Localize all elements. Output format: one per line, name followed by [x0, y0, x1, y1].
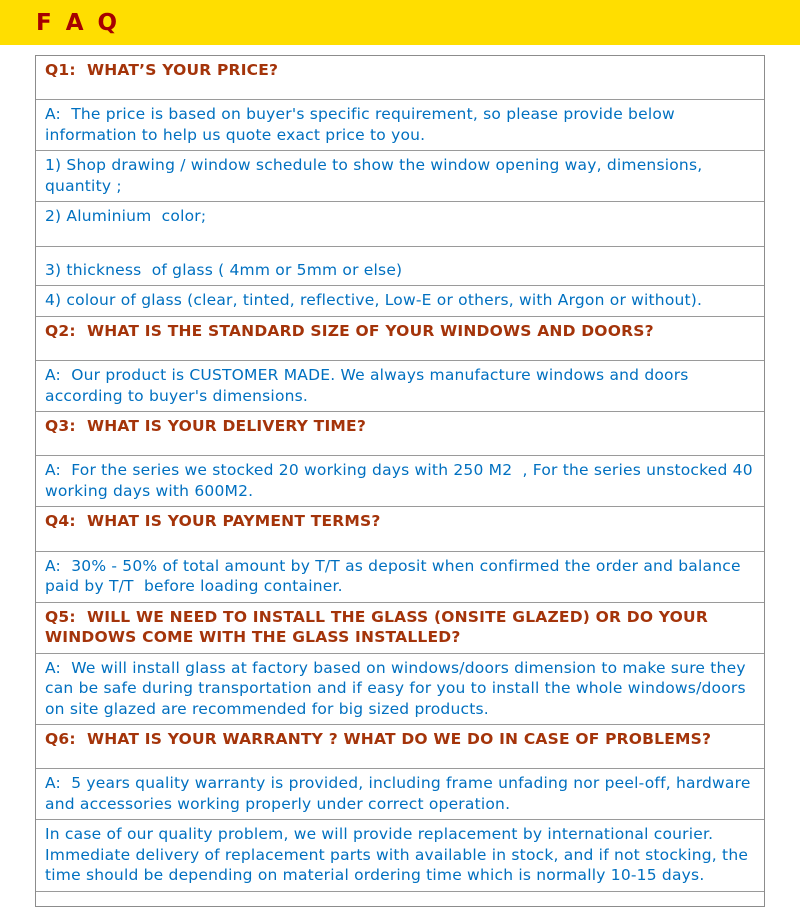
faq-answer-q1-item-4: 4) colour of glass (clear, tinted, reflective, Low-E or others, with Argon or without). [36, 285, 764, 315]
faq-question-q4: Q4: WHAT IS YOUR PAYMENT TERMS? [36, 506, 764, 550]
faq-answer-q1: A: The price is based on buyer's specific requirement, so please provide below information to help us quote exact price to you. [36, 99, 764, 150]
faq-table [35, 55, 765, 907]
faq-answer-q4: A: 30% - 50% of total amount by T/T as deposit when confirmed the order and balance paid by T/T before loading container. [36, 551, 764, 602]
faq-banner [0, 0, 800, 45]
faq-answer-q6-part-1: A: 5 years quality warranty is provided, including frame unfading nor peel-off, hardware and accessories working properly under correct operation. [36, 768, 764, 819]
faq-question-q5: Q5: WILL WE NEED TO INSTALL THE GLASS (ONSITE GLAZED) OR DO YOUR WINDOWS COME WITH THE GLASS INSTALLED? [36, 602, 764, 653]
faq-answer-q6-part-2: In case of our quality problem, we will provide replacement by international courier. Immediate delivery of replacement parts with available in stock, and if not stocking, the time should be depending on material ordering time which is normally 10-15 days. [36, 819, 764, 890]
faq-empty-row [36, 891, 764, 906]
faq-question-q3: Q3: WHAT IS YOUR DELIVERY TIME? [36, 411, 764, 455]
faq-answer-q1-item-3: 3) thickness of glass ( 4mm or 5mm or else) [36, 246, 764, 285]
faq-question-q6: Q6: WHAT IS YOUR WARRANTY ? WHAT DO WE DO IN CASE OF PROBLEMS? [36, 724, 764, 768]
faq-question-q1: Q1: WHAT’S YOUR PRICE? [45, 61, 279, 79]
faq-answer-q3: A: For the series we stocked 20 working days with 250 M2 , For the series unstocked 40 working days with 600M2. [36, 455, 764, 506]
faq-banner-title: F A Q [36, 9, 121, 36]
faq-answer-q5: A: We will install glass at factory based on windows/doors dimension to make sure they can be safe during transportation and if easy for you to install the whole windows/doors on site glazed are recommended for big sized products. [36, 653, 764, 724]
faq-answer-q1-item-2: 2) Aluminium color; [36, 201, 764, 245]
faq-answer-q2: A: Our product is CUSTOMER MADE. We always manufacture windows and doors according to buyer's dimensions. [36, 360, 764, 411]
faq-answer-q1-item-1: 1) Shop drawing / window schedule to show the window opening way, dimensions, quantity ; [36, 150, 764, 201]
faq-question-q2: Q2: WHAT IS THE STANDARD SIZE OF YOUR WINDOWS AND DOORS? [36, 316, 764, 360]
